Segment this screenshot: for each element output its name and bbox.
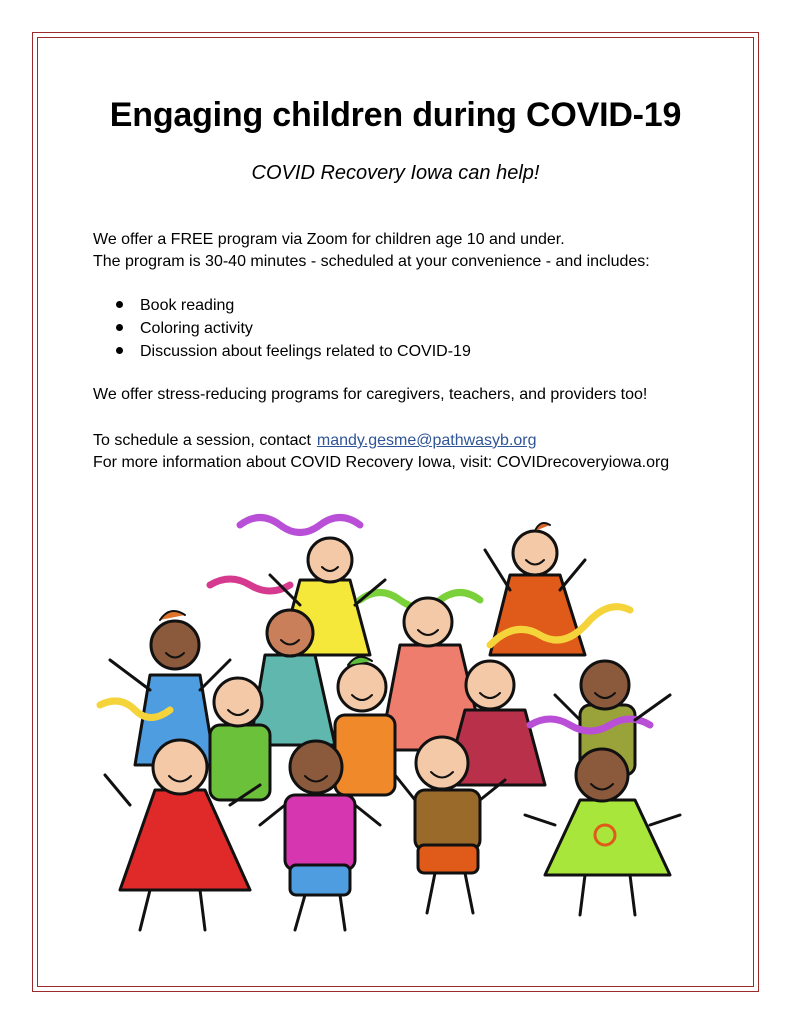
dancing-children-icon (90, 505, 710, 955)
intro-paragraph (93, 229, 650, 273)
contact-paragraph (93, 430, 669, 474)
intro-line-2: The program is 30-40 minutes - scheduled at your convenience - and includes: (93, 253, 650, 270)
intro-line-1: We offer a FREE program via Zoom for children age 10 and under. (93, 231, 565, 248)
bullet-icon (116, 324, 123, 331)
caregivers-paragraph: We offer stress-reducing programs for caregivers, teachers, and providers too! (93, 386, 648, 403)
contact-prefix: To schedule a session, contact (93, 432, 311, 449)
page-title: Engaging children during COVID-19 (109, 96, 682, 134)
contact-line (93, 430, 669, 452)
bullet-icon (116, 347, 123, 354)
info-line: For more information about COVID Recovery Iowa, visit: COVIDrecoveryiowa.org (93, 454, 670, 471)
bullet-icon (116, 301, 123, 308)
list-item: Discussion about feelings related to COVID-19 (116, 340, 471, 363)
list-item: Coloring activity (116, 317, 471, 340)
program-bullet-list (116, 294, 471, 363)
contact-email-link[interactable]: mandy.gesme@pathwasyb.org (316, 432, 537, 449)
list-item: Book reading (116, 294, 471, 317)
page-subtitle: COVID Recovery Iowa can help! (251, 162, 540, 184)
